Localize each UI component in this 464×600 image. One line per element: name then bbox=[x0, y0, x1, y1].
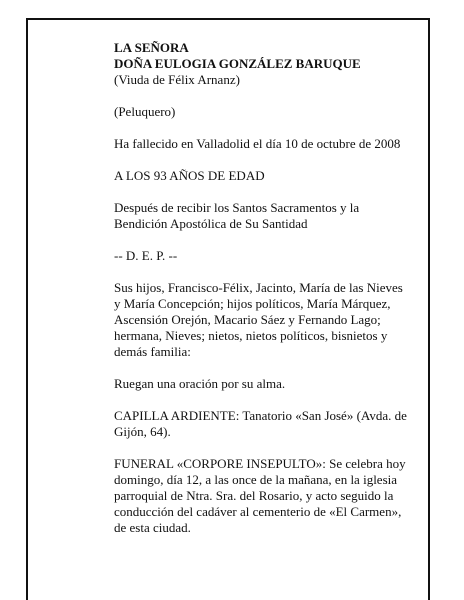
obituary-text bbox=[114, 40, 430, 536]
funeral-line-3: parroquial de Ntra. Sra. del Rosario, y acto seguido la bbox=[114, 488, 394, 503]
profession-line: (Peluquero) bbox=[114, 104, 176, 119]
family-line-3: Ascensión Orejón, Macario Sáez y Fernando Lago; bbox=[114, 312, 381, 327]
widow-of-line: (Viuda de Félix Arnanz) bbox=[114, 72, 240, 87]
title-line-1: LA SEÑORA bbox=[114, 40, 189, 55]
prayer-request: Ruegan una oración por su alma. bbox=[114, 376, 286, 391]
sacraments-line-2: Bendición Apostólica de Su Santidad bbox=[114, 216, 308, 231]
family-line-2: y María Concepción; hijos políticos, María Márquez, bbox=[114, 296, 391, 311]
funeral-line-1: FUNERAL «CORPORE INSEPULTO»: Se celebra hoy bbox=[114, 456, 406, 471]
family-line-1: Sus hijos, Francisco-Félix, Jacinto, María de las Nieves bbox=[114, 280, 403, 295]
dep-line: -- D. E. P. -- bbox=[114, 248, 178, 263]
chapel-line-2: Gijón, 64). bbox=[114, 424, 171, 439]
deceased-name: DOÑA EULOGIA GONZÁLEZ BARUQUE bbox=[114, 56, 361, 71]
age-line: A LOS 93 AÑOS DE EDAD bbox=[114, 168, 265, 183]
sacraments-line-1: Después de recibir los Santos Sacramentos y la bbox=[114, 200, 360, 215]
family-line-4: hermana, Nieves; nietos, nietos políticos, bisnietos y bbox=[114, 328, 388, 343]
funeral-line-5: de esta ciudad. bbox=[114, 520, 191, 535]
funeral-line-2: domingo, día 12, a las once de la mañana, en la iglesia bbox=[114, 472, 398, 487]
chapel-line-1: CAPILLA ARDIENTE: Tanatorio «San José» (Avda. de bbox=[114, 408, 407, 423]
death-notice: Ha fallecido en Valladolid el día 10 de octubre de 2008 bbox=[114, 136, 401, 151]
family-line-5: demás familia: bbox=[114, 344, 191, 359]
funeral-line-4: conducción del cadáver al cementerio de «El Carmen», bbox=[114, 504, 402, 519]
